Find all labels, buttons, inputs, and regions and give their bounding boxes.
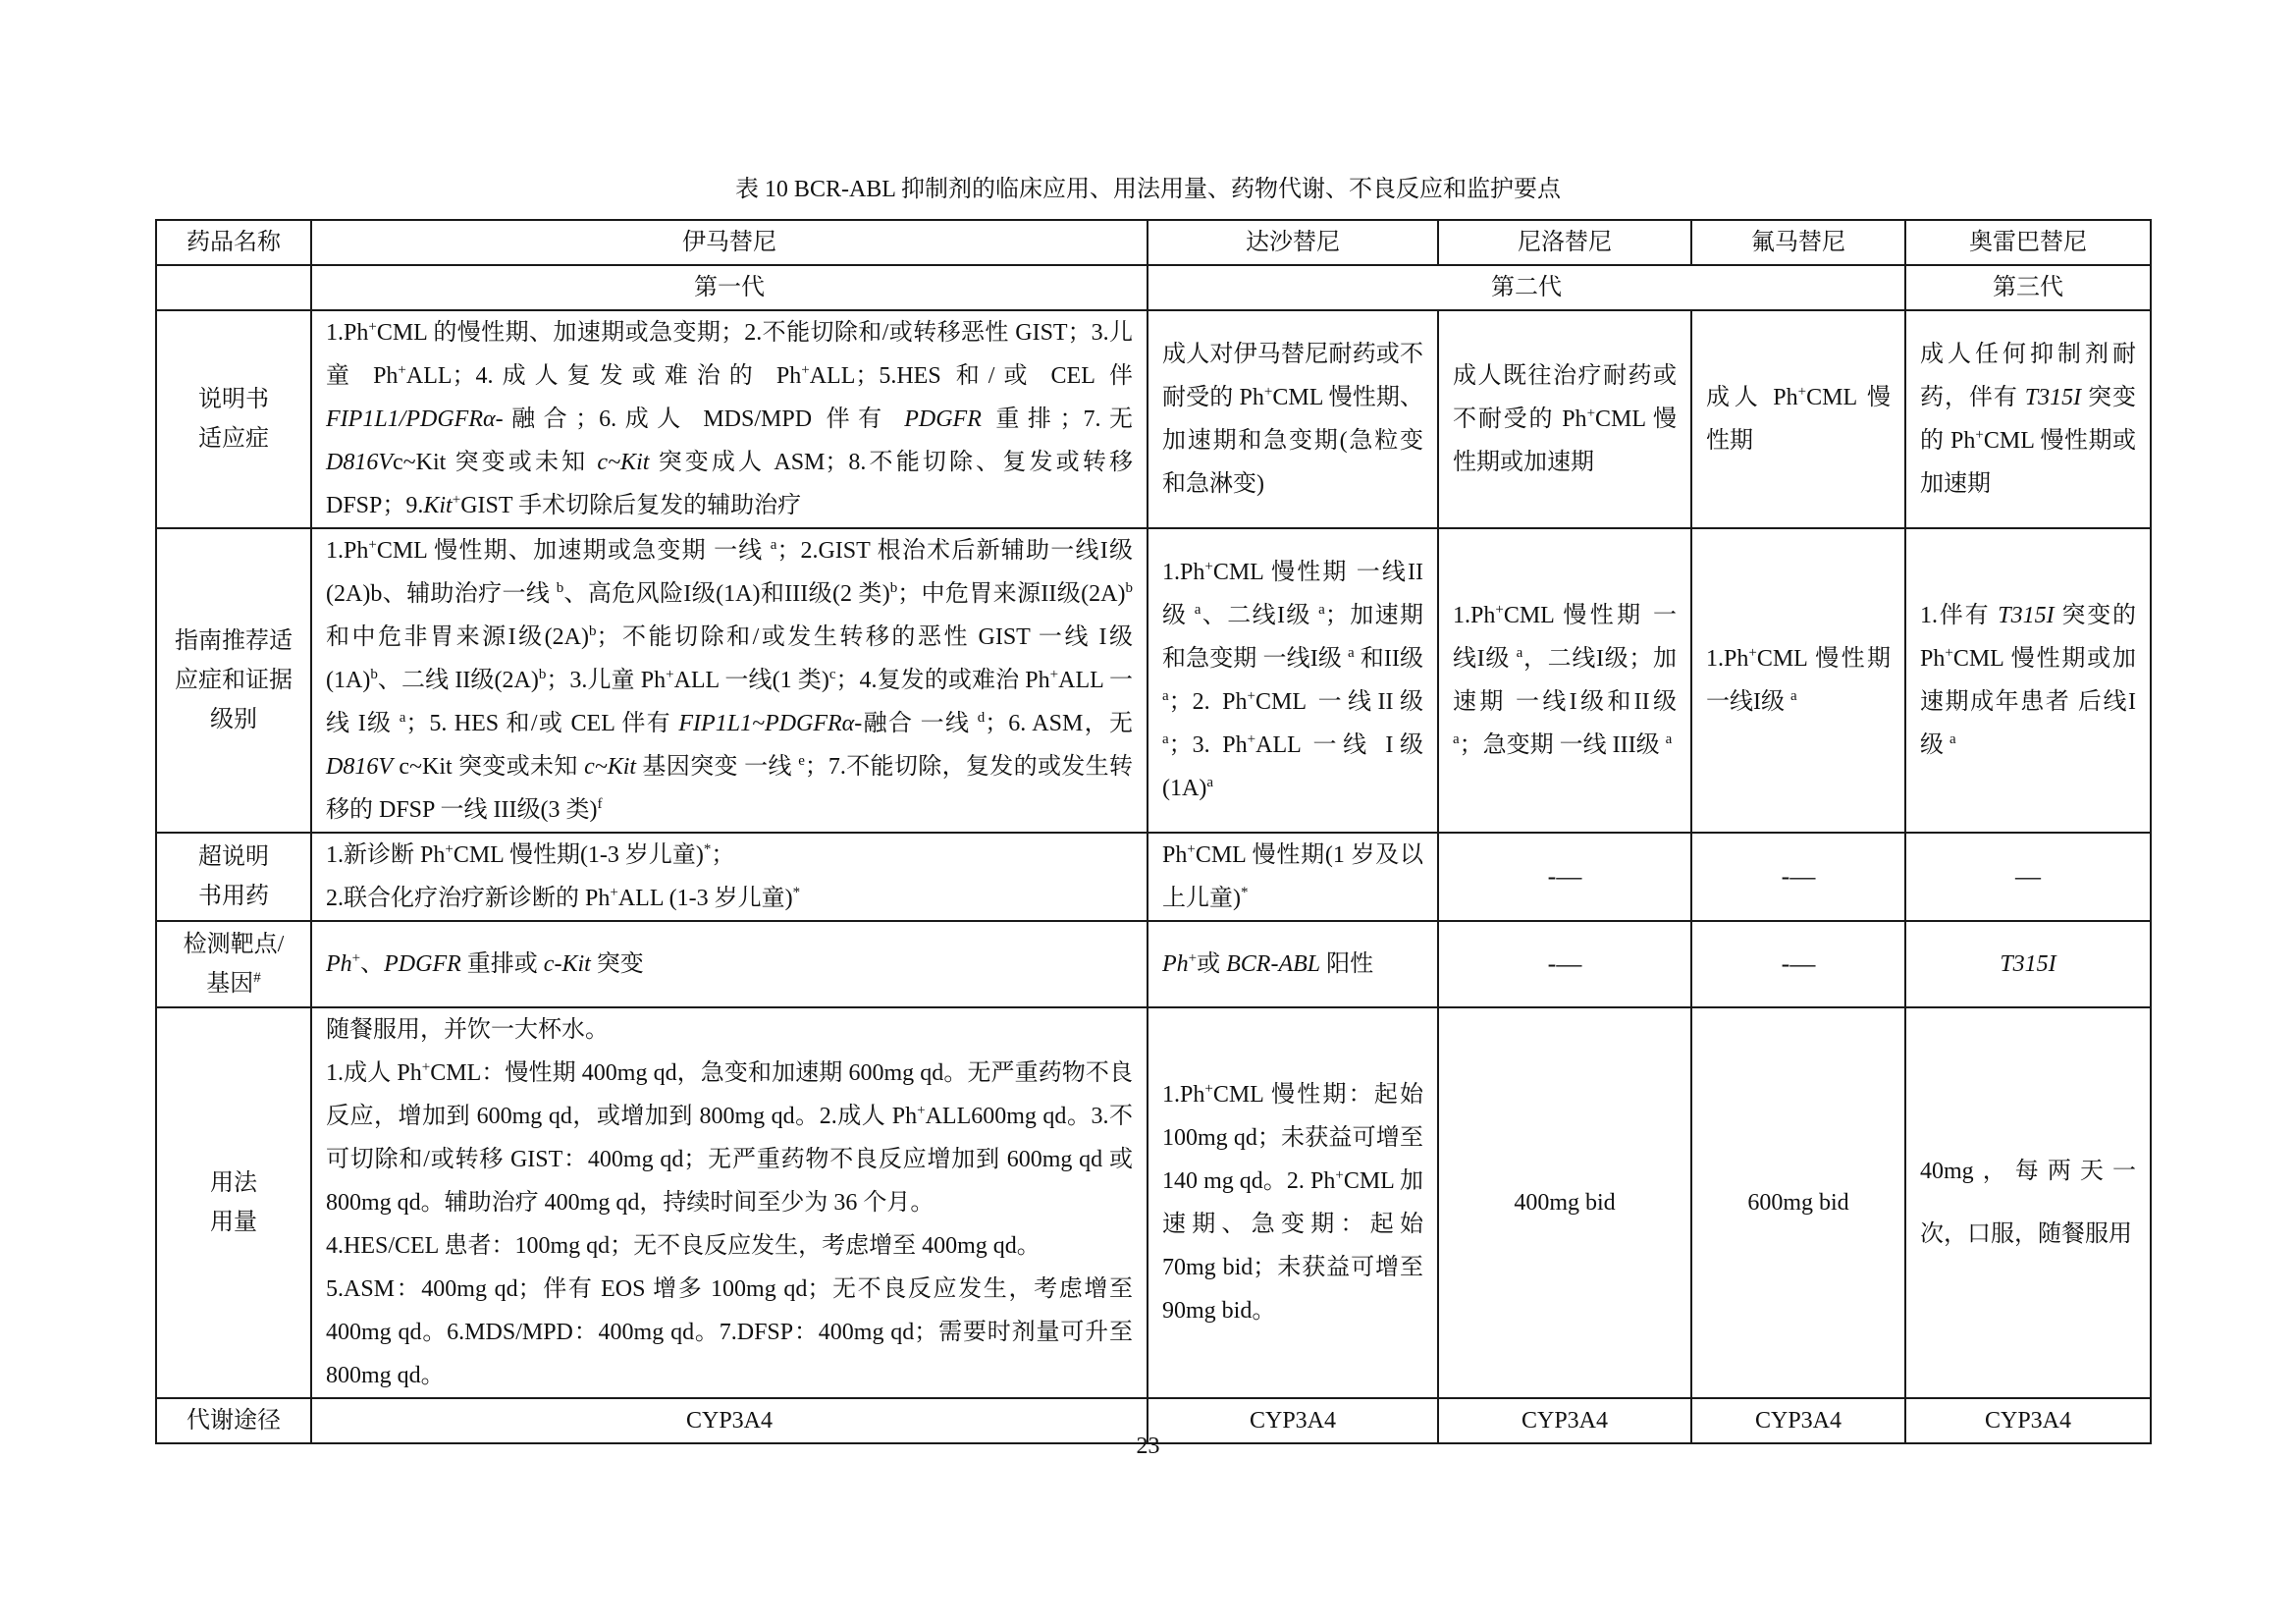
olverembatinib-target: T315I bbox=[1905, 921, 2151, 1007]
flumatinib-target: -— bbox=[1691, 921, 1905, 1007]
nilotinib-target: -— bbox=[1438, 921, 1691, 1007]
header-nilotinib: 尼洛替尼 bbox=[1438, 220, 1691, 265]
flumatinib-offlabel: -— bbox=[1691, 833, 1905, 921]
flumatinib-guideline: 1.Ph+CML 慢性期 一线I级 $^a$ bbox=[1691, 528, 1905, 833]
olverembatinib-offlabel: — bbox=[1905, 833, 2151, 921]
indication-row bbox=[156, 310, 2151, 528]
imatinib-offlabel: 1.新诊断 Ph+CML 慢性期(1-3 岁儿童)*； 2.联合化疗治疗新诊断的 Ph+ALL (1-3 岁儿童)* bbox=[311, 833, 1148, 921]
nilotinib-guideline: 1.Ph+CML 慢性期 一线I级 $^a$，二线I级；加速期 一线I级和II级 $^a$；急变期 一线 III级 $^a$ bbox=[1438, 528, 1691, 833]
imatinib-dosage: 随餐服用，并饮一大杯水。 1.成人 Ph+CML：慢性期 400mg qd，急变和加速期 600mg qd。无严重药物不良反应，增加到 600mg qd，或增加到 800mg qd。2.成人 Ph+ALL600mg qd。3.不可切除和/或转移 GIST：400mg qd；无严重药物不良反应增加到 600mg qd 或 800mg qd。辅助治疗 400mg qd，持续时间至少为 36 个月。 4.HES/CEL 患者：100mg qd；无不良反应发生，考虑增至 400mg qd。 5.ASM：400mg qd；伴有 EOS 增多 100mg qd；无不良反应发生，考虑增至 400mg qd。6.MDS/MPD：400mg qd。7.DFSP：400mg qd；需要时剂量可升至 800mg qd。 bbox=[311, 1007, 1148, 1398]
olverembatinib-metabolism: CYP3A4 bbox=[1905, 1398, 2151, 1443]
generation-first: 第一代 bbox=[311, 265, 1148, 310]
header-olverembatinib: 奥雷巴替尼 bbox=[1905, 220, 2151, 265]
header-flumatinib: 氟马替尼 bbox=[1691, 220, 1905, 265]
dasatinib-indication: 成人对伊马替尼耐药或不耐受的 Ph+CML 慢性期、加速期和急变期(急粒变和急淋变) bbox=[1148, 310, 1438, 528]
header-dasatinib: 达沙替尼 bbox=[1148, 220, 1438, 265]
page-number: 23 bbox=[1136, 1434, 1160, 1459]
nilotinib-offlabel: -— bbox=[1438, 833, 1691, 921]
row-label-metabolism: 代谢途径 bbox=[156, 1398, 311, 1443]
guideline-row bbox=[156, 528, 2151, 833]
generation-third: 第三代 bbox=[1905, 265, 2151, 310]
row-label-offlabel: 超说明 书用药 bbox=[156, 833, 311, 921]
drug-name-header-row bbox=[156, 220, 2151, 265]
nilotinib-dosage: 400mg bid bbox=[1438, 1007, 1691, 1398]
generation-label-empty bbox=[156, 265, 311, 310]
imatinib-target: Ph+、PDGFR 重排或 c-Kit 突变 bbox=[311, 921, 1148, 1007]
generation-second: 第二代 bbox=[1148, 265, 1905, 310]
bcr-abl-inhibitor-table bbox=[155, 219, 2152, 1444]
dasatinib-dosage: 1.Ph+CML 慢性期：起始 100mg qd；未获益可增至 140 mg qd。2. Ph+CML 加速期、急变期：起始 70mg bid；未获益可增至 90mg bid。 bbox=[1148, 1007, 1438, 1398]
generation-row bbox=[156, 265, 2151, 310]
olverembatinib-indication: 成人任何抑制剂耐药，伴有 T315I 突变的 Ph+CML 慢性期或加速期 bbox=[1905, 310, 2151, 528]
dosage-row bbox=[156, 1007, 2151, 1398]
header-imatinib: 伊马替尼 bbox=[311, 220, 1148, 265]
offlabel-row bbox=[156, 833, 2151, 921]
table-caption: 表 10 BCR-ABL 抑制剂的临床应用、用法用量、药物代谢、不良反应和监护要点 bbox=[734, 177, 1562, 202]
dasatinib-target: Ph+或 BCR-ABL 阳性 bbox=[1148, 921, 1438, 1007]
row-label-guideline: 指南推荐适 应症和证据 级别 bbox=[156, 528, 311, 833]
nilotinib-indication: 成人既往治疗耐药或不耐受的 Ph+CML 慢性期或加速期 bbox=[1438, 310, 1691, 528]
imatinib-metabolism: CYP3A4 bbox=[311, 1398, 1148, 1443]
imatinib-guideline: 1.Ph+CML 慢性期、加速期或急变期 一线 $^a$；2.GIST 根治术后新辅助一线I级(2A)b、辅助治疗一线 $^b$、高危风险I级(1A)和III级(2 类)$^b$；中危胃来源II级$(2A)^b$ 和中危非胃来源I级$(2A)^b$；不能切除和/或发生转移的恶性 GIST 一线 I级$(1A)^b$、二线 II级$(2A)^b$；3.儿童 Ph+ALL 一线(1 类)$^c$；4.复发的或难治 Ph+ALL 一线 I级 $^a$；5. HES 和/或 CEL 伴有 FIP1L1~PDGFRα-融合 一线 $^d$；6. ASM，无 D816V c~Kit 突变或未知 c~Kit 基因突变 一线 $^e$；7.不能切除，复发的或发生转移的 DFSP 一线 III级(3 类)$^f$ bbox=[311, 528, 1148, 833]
row-label-indication: 说明书 适应症 bbox=[156, 310, 311, 528]
row-label-target: 检测靶点/ 基因# bbox=[156, 921, 311, 1007]
flumatinib-dosage: 600mg bid bbox=[1691, 1007, 1905, 1398]
olverembatinib-dosage: 40mg，每两天一次，口服，随餐服用 bbox=[1905, 1007, 2151, 1398]
imatinib-indication: 1.Ph+CML 的慢性期、加速期或急变期；2.不能切除和/或转移恶性 GIST；3.儿童 Ph+ALL；4.成人复发或难治的 Ph+ALL；5.HES 和/或 CEL 伴 FIP1L1/PDGFRα-融合；6.成人 MDS/MPD 伴有 PDGFR 重排；7.无 D816Vc~Kit 突变或未知 c~Kit 突变成人 ASM；8.不能切除、复发或转移 DFSP；9.Kit+GIST 手术切除后复发的辅助治疗 bbox=[311, 310, 1148, 528]
target-row bbox=[156, 921, 2151, 1007]
row-label-dosage: 用法 用量 bbox=[156, 1007, 311, 1398]
dasatinib-guideline: 1.Ph+CML 慢性期 一线II级 $^a$、二线I级 $^a$；加速期和急变期 一线I级 $^a$ 和II级 $^a$；2. Ph+CML 一线II级 $^a$；3. Ph+ALL 一线 I级$(1A)^a$ bbox=[1148, 528, 1438, 833]
dasatinib-offlabel: Ph+CML 慢性期(1 岁及以上儿童)* bbox=[1148, 833, 1438, 921]
flumatinib-metabolism: CYP3A4 bbox=[1691, 1398, 1905, 1443]
olverembatinib-guideline: 1.伴有 T315I 突变的 Ph+CML 慢性期或加速期成年患者 后线I级 $^a$ bbox=[1905, 528, 2151, 833]
header-drug-name-label: 药品名称 bbox=[156, 220, 311, 265]
flumatinib-indication: 成人 Ph+CML 慢性期 bbox=[1691, 310, 1905, 528]
dasatinib-metabolism: CYP3A4 bbox=[1148, 1398, 1438, 1443]
nilotinib-metabolism: CYP3A4 bbox=[1438, 1398, 1691, 1443]
